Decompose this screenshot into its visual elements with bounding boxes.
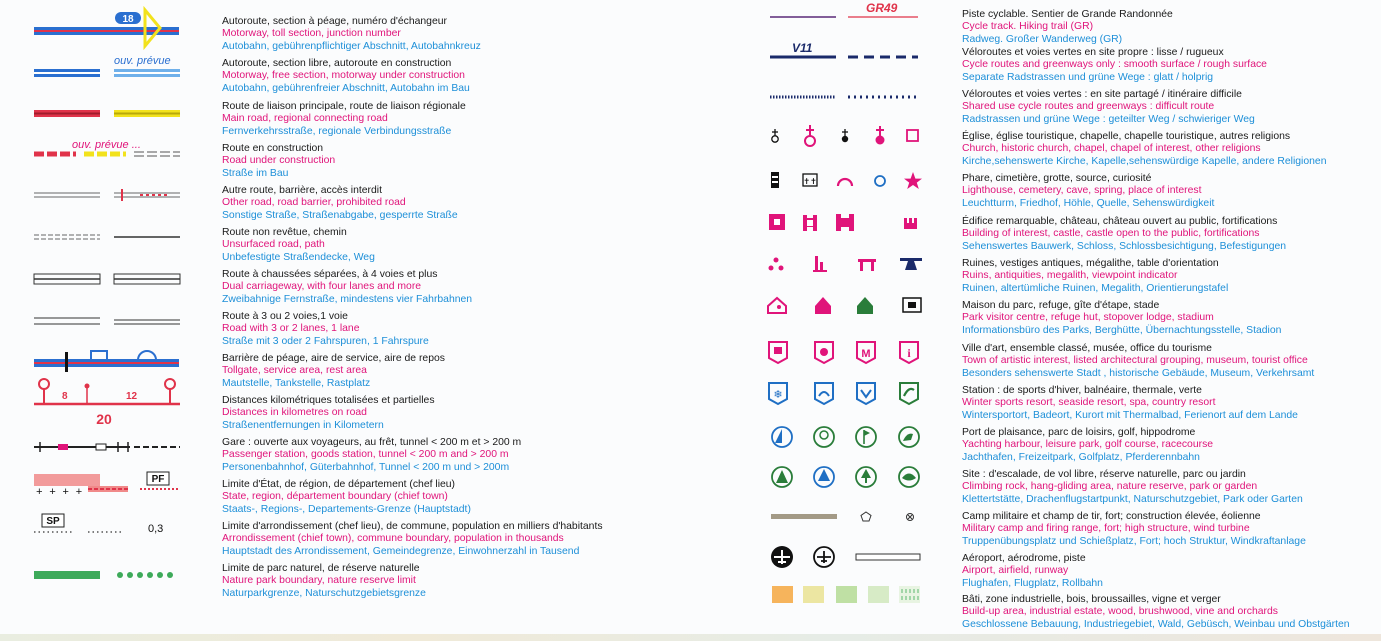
entry-french: Ruines, vestiges antiques, mégalithe, table d'orientation [962, 258, 1219, 269]
entry-german: Radstrassen und grüne Wege : geteilter Weg / schwieriger Weg [962, 113, 1255, 125]
entry-french: Véloroutes et voies vertes : en site partagé / itinéraire difficile [962, 89, 1242, 100]
fort-icon [861, 512, 871, 521]
distance-total: 20 [96, 411, 112, 427]
runway-icon [856, 554, 920, 560]
entry-french: Autoroute, section à péage, numéro d'échangeur [222, 16, 447, 27]
tollgate-service-symbol [34, 351, 179, 372]
entry-german: Geschlossene Bebauung, Industriegebiet, Wald, Gebüsch, Weinbau und Obstgärten [962, 618, 1350, 630]
entry-english: Winter sports resort, seaside resort, spa, country resort [962, 397, 1216, 409]
town-of-art-icon [769, 342, 787, 363]
entry-german: Straße im Bau [222, 167, 289, 179]
entry-english: Other road, road barrier, prohibited road [222, 197, 406, 209]
military-icons [771, 512, 914, 521]
lighthouse-icon [771, 172, 779, 188]
entry-german: Wintersportort, Badeort, Kurort mit Thermalbad, Ferienort auf dem Lande [962, 409, 1298, 421]
stopover-lodge-icon [857, 297, 873, 314]
cemetery-icon [803, 174, 817, 186]
entry-english: Town of artistic interest, listed architectural grouping, museum, tourist office [962, 355, 1308, 367]
entry-german: Unbefestigte Straßendecke, Weg [222, 251, 375, 263]
golf-course-icon [856, 427, 876, 447]
entry-french: Édifice remarquable, château, château ouvert au public, fortifications [962, 216, 1278, 227]
tourism-icons [769, 342, 918, 363]
legend-entry-other-road [222, 185, 458, 222]
entry-german: Sonstige Straße, Straßenabgabe, gesperrte Straße [222, 209, 458, 221]
yachting-harbour-icon [772, 427, 792, 447]
entry-english: State, region, département boundary (chief town) [222, 491, 448, 503]
legend-entry-arrondissement [222, 521, 603, 558]
sub-prefecture-label: SP [46, 516, 60, 527]
entry-english: Dual carriageway, with four lanes and more [222, 281, 422, 293]
legend-entry-military [962, 511, 1306, 548]
entry-german: Radweg. Großer Wanderweg (GR) [962, 33, 1123, 45]
arrondissement-symbol [34, 514, 163, 535]
entry-english: Tollgate, service area, rest area [222, 365, 367, 377]
fortifications-icon [904, 218, 917, 229]
entry-french: Route de liaison principale, route de liaison régionale [222, 101, 466, 112]
entry-german: Sehenswertes Bauwerk, Schloss, Schlossbesichtigung, Befestigungen [962, 240, 1287, 252]
entry-french: Site : d'escalade, de vol libre, réserve naturelle, parc ou jardin [962, 469, 1246, 480]
legend-entry-site [962, 469, 1303, 506]
svg-text:i: i [907, 346, 911, 360]
entry-french: Route à 3 ou 2 voies,1 voie [222, 311, 348, 322]
entry-german: Fernverkehrsstraße, regionale Verbindungsstraße [222, 125, 452, 137]
entry-english: Church, historic church, chapel, chapel of interest, other religions [962, 143, 1261, 155]
road-construction-symbol [34, 139, 180, 156]
entry-english: Motorway, free section, motorway under construction [222, 70, 465, 82]
castle-open-icon [836, 214, 854, 231]
legend-entry-church [962, 131, 1326, 168]
population-label: 0,3 [148, 523, 164, 535]
entry-french: Autre route, barrière, accès interdit [222, 185, 382, 196]
distance-marker-symbol [34, 379, 180, 427]
nature-reserve-icon [856, 467, 876, 487]
ruins-icons [769, 256, 923, 272]
cave-icon [838, 179, 852, 186]
entry-german: Staats-, Regions-, Departements-Grenze (Hauptstadt) [222, 503, 471, 515]
entry-french: Gare : ouverte aux voyageurs, au frêt, tunnel < 200 m et > 200 m [222, 437, 522, 448]
legend-entry-ruins [962, 258, 1228, 295]
industrial-estate-swatch [803, 586, 824, 603]
castle-icon [803, 215, 817, 231]
entry-french: Limite de parc naturel, de réserve naturelle [222, 563, 420, 574]
legend-entry-lighthouse [962, 173, 1214, 210]
unsurfaced-road-symbol [34, 235, 180, 239]
leisure-icons [772, 427, 919, 447]
prefecture-label: PF [151, 474, 165, 485]
entry-german: Besonders sehenswerte Stadt , historische Gebäude, Museum, Verkehrsamt [962, 367, 1315, 379]
entry-english: Nature park boundary, nature reserve limit [222, 575, 416, 587]
nature-park-symbol [34, 571, 173, 579]
chapel-of-interest-icon [876, 126, 885, 145]
listed-grouping-icon [815, 342, 833, 363]
entry-english: Military camp and firing range, fort; high structure, wind turbine [962, 523, 1250, 535]
map-edge-strip [0, 634, 1381, 641]
legend-entry-dual-carriageway [222, 269, 472, 306]
entry-french: Station : de sports d'hiver, balnéaire, thermale, verte [962, 385, 1202, 396]
resort-icons [769, 383, 918, 404]
entry-german: Autobahn, gebührenfreier Abschnitt, Autobahn im Bau [222, 82, 470, 94]
entry-german: Klettertstätte, Drachenflugstartpunkt, Naturschutzgebiet, Park oder Garten [962, 493, 1303, 505]
entry-french: Limite d'arrondissement (chef lieu), de commune, population en milliers d'habitants [222, 521, 603, 532]
church-icons [772, 125, 918, 146]
tourist-office-icon [900, 342, 918, 363]
hang-gliding-icon [814, 467, 834, 487]
veloroute-code-label: V11 [792, 41, 813, 55]
legend-entry-tourism [962, 343, 1314, 380]
entry-french: Ville d'art, ensemble classé, musée, office du tourisme [962, 343, 1212, 354]
entry-german: Straße mit 3 oder 2 Fahrspuren, 1 Fahrspure [222, 335, 429, 347]
state-boundary-symbol [34, 472, 180, 499]
star-icon [904, 172, 922, 189]
entry-english: Shared use cycle routes and greenways : difficult route [962, 101, 1215, 113]
racecourse-icon [899, 427, 919, 447]
chapel-icon [842, 129, 848, 142]
seaside-resort-icon [815, 383, 833, 404]
svg-text:❄: ❄ [773, 389, 783, 401]
entry-english: Climbing rock, hang-gliding area, nature reserve, park or garden [962, 481, 1258, 493]
legend-entry-land-use [962, 594, 1350, 631]
building-icons [769, 214, 917, 231]
legend-entry-tollgate [222, 353, 445, 390]
legend-entry-leisure [962, 427, 1213, 464]
ruins-icon [769, 258, 784, 271]
entry-english: Yachting harbour, leisure park, golf course, racecourse [962, 439, 1214, 451]
spring-icon [875, 176, 885, 186]
legend-entry-building [962, 216, 1286, 253]
entry-german: Personenbahnhof, Güterbahnhof, Tunnel < 200 m und > 200m [222, 461, 510, 473]
entry-english: Road under construction [222, 155, 336, 167]
entry-french: Véloroutes et voies vertes en site propre : lisse / rugueux [962, 47, 1224, 58]
legend-entry-unsurfaced-road [222, 227, 375, 264]
legend-entry-cycle-track [962, 9, 1173, 46]
entry-german: Straßenentfernungen in Kilometern [222, 419, 384, 431]
entry-english: Cycle routes and greenways only : smooth surface / rough surface [962, 59, 1267, 71]
legend-entry-motorway-free [222, 58, 470, 95]
motorway-planned-label: ouv. prévue [114, 55, 171, 67]
distance-partial-2: 12 [126, 391, 138, 402]
winter-sports-icon [769, 383, 787, 404]
legend-entry-railway [222, 437, 521, 474]
refuge-hut-icon [815, 297, 831, 314]
stadium-icon [903, 298, 921, 312]
railway-symbol [34, 442, 180, 452]
spa-icon [857, 383, 875, 404]
entry-french: Route en construction [222, 143, 324, 154]
entry-french: Distances kilométriques totalisées et partielles [222, 395, 435, 406]
legend-entry-park-facility [962, 300, 1281, 337]
park-garden-icon [899, 467, 919, 487]
legend-entry-airport [962, 553, 1103, 590]
entry-french: Phare, cimetière, grotte, source, curiosité [962, 173, 1152, 184]
gr-trail-label: GR49 [866, 1, 898, 15]
entry-french: Maison du parc, refuge, gîte d'étape, stade [962, 300, 1160, 311]
antiquities-icon [813, 256, 827, 272]
entry-german: Jachthafen, Freizeitpark, Golfplatz, Pferderennbahn [962, 451, 1200, 463]
wood-swatch [836, 586, 857, 603]
climbing-rock-icon [772, 467, 792, 487]
entry-french: Église, église touristique, chapelle, chapelle touristique, autres religions [962, 131, 1291, 142]
entry-english: Passenger station, goods station, tunnel < 200 m and > 200 m [222, 449, 509, 461]
veloroute-symbol [770, 41, 918, 57]
historic-church-icon [805, 125, 815, 146]
entry-english: Cycle track. Hiking trail (GR) [962, 21, 1094, 33]
legend-entry-main-road [222, 101, 466, 138]
entry-english: Arrondissement (chief town), commune boundary, population in thousands [222, 533, 564, 545]
built-up-area-swatch [772, 586, 793, 603]
entry-english: Airport, airfield, runway [962, 565, 1069, 577]
landmark-icons [771, 172, 922, 189]
entry-german: Flughafen, Flugplatz, Rollbahn [962, 577, 1103, 589]
junction-number-text: 18 [122, 14, 134, 25]
entry-english: Road with 3 or 2 lanes, 1 lane [222, 323, 360, 335]
entry-french: Barrière de péage, aire de service, aire de repos [222, 353, 445, 364]
legend-entry-road-construction [222, 143, 335, 180]
legend-entry-motorway-toll [222, 16, 481, 53]
country-resort-icon [900, 383, 918, 404]
site-icons [772, 467, 919, 487]
military-camp-icon [771, 514, 837, 519]
legend-entry-veloroute [962, 47, 1267, 84]
cycle-track-symbol [770, 1, 918, 17]
park-facility-icons [768, 297, 921, 314]
airfield-icon [814, 547, 834, 567]
entry-english: Lighthouse, cemetery, cave, spring, place of interest [962, 185, 1202, 197]
entry-french: Autoroute, section libre, autoroute en construction [222, 58, 452, 69]
motorway-free-symbol [34, 55, 180, 77]
legend-entry-lane-road [222, 311, 429, 348]
entry-french: Port de plaisance, parc de loisirs, golf, hippodrome [962, 427, 1196, 438]
entry-german: Mautstelle, Tankstelle, Rastplatz [222, 377, 371, 389]
entry-english: Ruins, antiquities, megalith, viewpoint indicator [962, 270, 1178, 282]
entry-french: Bâti, zone industrielle, bois, broussailles, vigne et verger [962, 594, 1221, 605]
distance-partial-1: 8 [62, 391, 68, 402]
entry-english: Distances in kilometres on road [222, 407, 367, 419]
museum-icon [857, 342, 875, 363]
entry-german: Zweibahnige Fernstraße, mindestens vier Fahrbahnen [222, 293, 473, 305]
entry-german: Autobahn, gebührenpflichtiger Abschnitt, Autobahnkreuz [222, 40, 481, 52]
entry-german: Hauptstadt des Arrondissement, Gemeindegrenze, Einwohnerzahl in Tausend [222, 545, 580, 557]
vine-orchard-swatch [899, 586, 920, 603]
entry-french: Piste cyclable. Sentier de Grande Randonnée [962, 9, 1173, 20]
church-icon [772, 129, 778, 142]
airport-icon [771, 546, 793, 568]
entry-french: Camp militaire et champ de tir, fort; construction élevée, éolienne [962, 511, 1261, 522]
legend-entry-distances [222, 395, 435, 432]
leisure-park-icon [814, 427, 834, 447]
junction-number-badge [115, 12, 141, 25]
airport-icons [771, 546, 920, 568]
road-planned-label: ouv. prévue ... [72, 139, 141, 151]
main-road-symbol [34, 110, 180, 117]
entry-english: Main road, regional connecting road [222, 113, 388, 125]
entry-english: Motorway, toll section, junction number [222, 28, 401, 40]
wind-turbine-icon [907, 514, 914, 521]
entry-german: Kirche,sehenswerte Kirche, Kapelle,sehenswürdige Kapelle, andere Religionen [962, 155, 1327, 167]
entry-german: Leuchtturm, Friedhof, Höhle, Quelle, Sehenswürdigkeit [962, 197, 1215, 209]
legend-entry-shared-cycle-route [962, 89, 1255, 126]
motorway-toll-symbol [34, 10, 179, 46]
entry-english: Unsurfaced road, path [222, 239, 325, 251]
entry-french: Route à chaussées séparées, à 4 voies et plus [222, 269, 438, 280]
entry-german: Naturparkgrenze, Naturschutzgebietsgrenze [222, 587, 426, 599]
entry-french: Route non revêtue, chemin [222, 227, 347, 238]
megalith-icon [858, 259, 876, 271]
entry-english: Park visitor centre, refuge hut, stopover lodge, stadium [962, 312, 1214, 324]
dual-carriageway-symbol [34, 274, 180, 284]
viewpoint-indicator-icon [900, 258, 922, 270]
svg-text:M: M [861, 348, 871, 360]
legend-entry-state-boundary [222, 479, 471, 516]
svg-text:+ + + +: + + + + [36, 487, 83, 499]
entry-german: Truppenübungsplatz und Schießplatz, Fort; hoch Struktur, Windkraftanlage [962, 535, 1306, 547]
other-religion-icon [907, 130, 918, 141]
land-use-swatches [772, 586, 920, 603]
entry-german: Separate Radstrassen und grüne Wege : glatt / holprig [962, 71, 1214, 83]
brushwood-swatch [868, 586, 889, 603]
legend-entry-nature-park [222, 563, 426, 600]
other-road-symbol [34, 189, 180, 201]
entry-french: Aéroport, aérodrome, piste [962, 553, 1086, 564]
entry-english: Build-up area, industrial estate, wood, brushwood, vine and orchards [962, 606, 1278, 618]
legend-entry-resort [962, 385, 1298, 422]
svg-text:✝✝: ✝✝ [803, 177, 817, 186]
park-visitor-centre-icon [768, 298, 786, 313]
entry-english: Building of interest, castle, castle open to the public, fortifications [962, 228, 1260, 240]
lane-road-symbol [34, 318, 180, 324]
entry-french: Limite d'État, de région, de département (chef lieu) [222, 479, 456, 490]
entry-german: Ruinen, altertümliche Ruinen, Megalith, Orientierungstafel [962, 282, 1229, 294]
entry-german: Informationsbüro des Parks, Berghütte, Übernachtungsstelle, Stadion [962, 324, 1282, 336]
building-of-interest-icon [769, 214, 785, 230]
